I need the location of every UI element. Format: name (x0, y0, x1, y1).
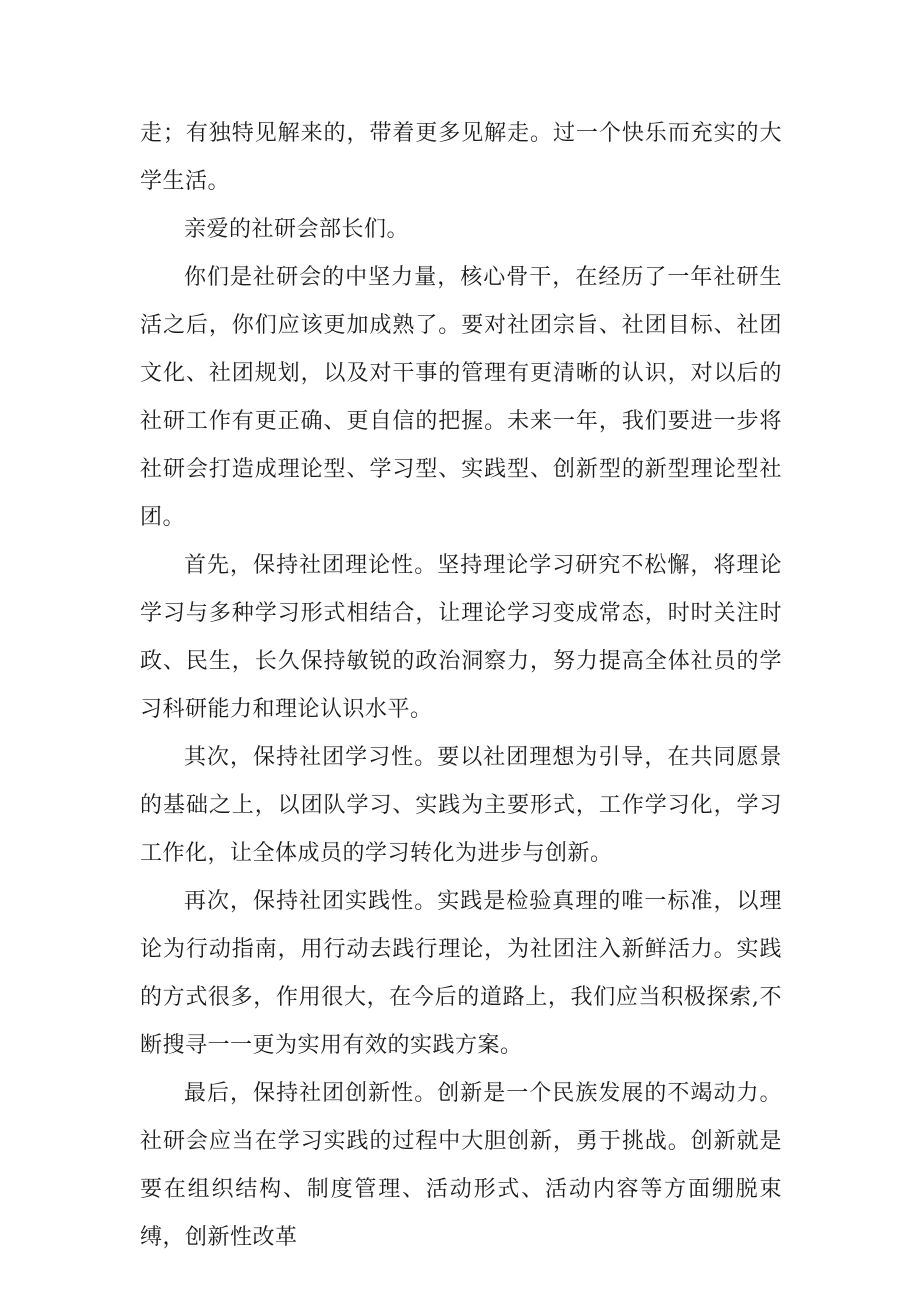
paragraph-continuation: 走；有独特见解来的，带着更多见解走。过一个快乐而充实的大学生活。 (140, 121, 782, 194)
paragraph-theory: 首先，保持社团理论性。坚持理论学习研究不松懈，将理论学习与多种学习形式相结合，让理论学习变成常态，时时关注时政、民生，长久保持敏锐的政治洞察力，努力提高全体社员的学习科研能力和理论认识水平。 (140, 553, 782, 722)
document-body (140, 110, 782, 1262)
paragraph-learning: 其次，保持社团学习性。要以社团理想为引导，在共同愿景的基础之上，以团队学习、实践为主要形式，工作学习化，学习工作化，让全体成员的学习转化为进步与创新。 (140, 745, 782, 866)
paragraph-innovation: 最后，保持社团创新性。创新是一个民族发展的不竭动力。社研会应当在学习实践的过程中大胆创新，勇于挑战。创新就是要在组织结构、制度管理、活动形式、活动内容等方面绷脱束缚，创新性改革 (140, 1081, 782, 1250)
paragraph-core-members: 你们是社研会的中坚力量，核心骨干，在经历了一年社研生活之后，你们应该更加成熟了。要对社团宗旨、社团目标、社团文化、社团规划，以及对干事的管理有更清晰的认识，对以后的社研工作有更正确、更自信的把握。未来一年，我们要进一步将社研会打造成理论型、学习型、实践型、创新型的新型理论型社团。 (140, 265, 782, 530)
paragraph-greeting: 亲爱的社研会部长们。 (184, 217, 410, 242)
paragraph-practice: 再次，保持社团实践性。实践是检验真理的唯一标准，以理论为行动指南，用行动去践行理论，为社团注入新鲜活力。实践的方式很多，作用很大，在今后的道路上，我们应当积极探索,不断搜寻一一更为实用有效的实践方案。 (140, 889, 782, 1058)
